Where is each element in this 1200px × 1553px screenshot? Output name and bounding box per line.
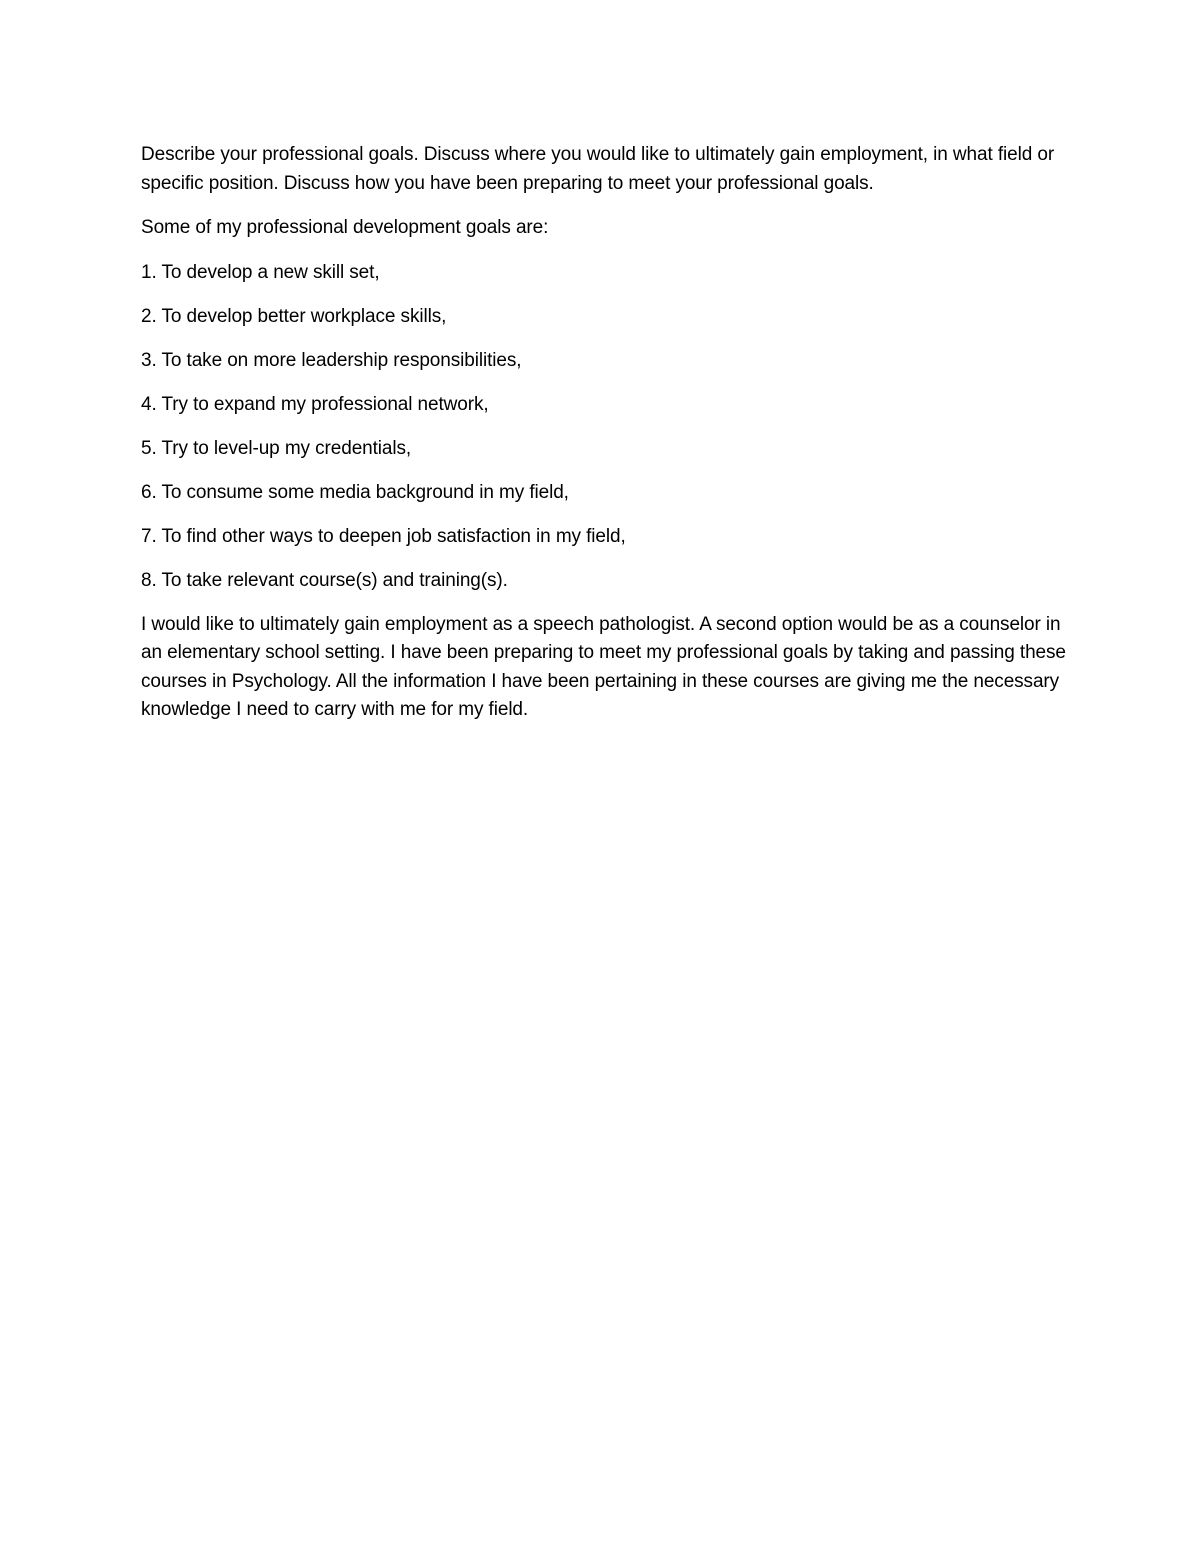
goal-item: 4. Try to expand my professional network, bbox=[141, 393, 489, 415]
goals-list bbox=[141, 259, 1071, 596]
goal-item: 6. To consume some media background in my field, bbox=[141, 481, 569, 503]
goal-item: 5. Try to level-up my credentials, bbox=[141, 437, 412, 459]
intro-paragraph: Some of my professional development goals are: bbox=[141, 217, 549, 238]
conclusion-paragraph: I would like to ultimately gain employment as a speech pathologist. A second option would be as a counselor in an elementary school setting. I have been preparing to meet my professional goals by taking and passing these courses in Psychology. All the information I have been pertaining in these courses are giving me the necessary knowledge I need to carry with me for my field. bbox=[141, 613, 1066, 720]
goal-item: 2. To develop better workplace skills, bbox=[141, 305, 447, 327]
goal-item: 8. To take relevant course(s) and training(s). bbox=[141, 569, 508, 591]
prompt-paragraph: Describe your professional goals. Discuss where you would like to ultimately gain employment, in what field or specific position. Discuss how you have been preparing to meet your professional goals. bbox=[141, 144, 1055, 194]
goal-item: 1. To develop a new skill set, bbox=[141, 261, 380, 283]
document-body bbox=[141, 141, 1071, 741]
goal-item: 3. To take on more leadership responsibilities, bbox=[141, 349, 522, 371]
goal-item: 7. To find other ways to deepen job satisfaction in my field, bbox=[141, 525, 626, 547]
